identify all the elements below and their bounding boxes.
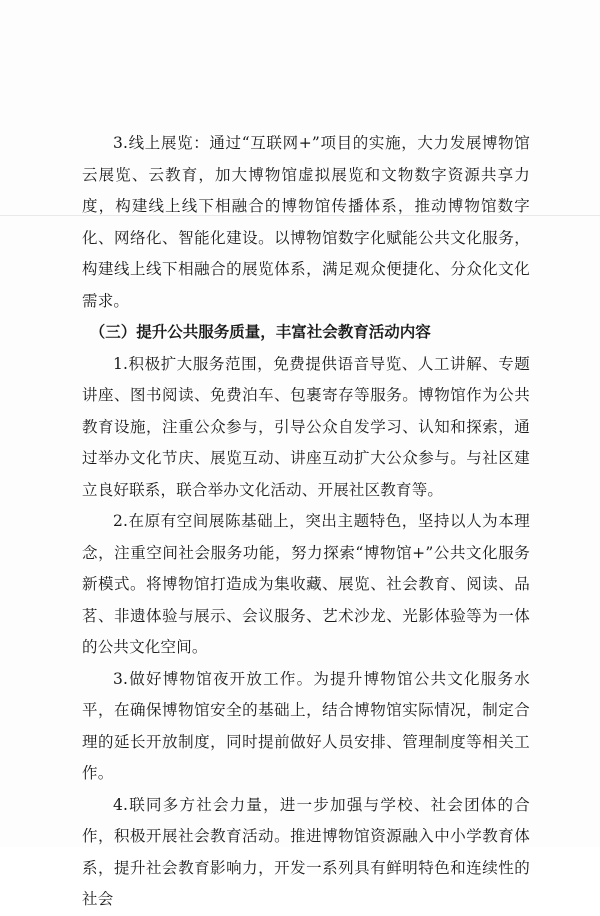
section-heading-public-service: （三）提升公共服务质量，丰富社会教育活动内容: [89, 323, 431, 341]
document-body: [82, 128, 530, 916]
paragraph-online-exhibition: 3.线上展览：通过“互联网+”项目的实施，大力发展博物馆云展览、云教育，加大博物馆虚拟展览和文物数字资源共享力度，构建线上线下相融合的博物馆传播体系，推动博物馆数字化、网络化、智能化建设。以博物馆数字化赋能公共文化服务，构建线上线下相融合的展览体系，满足观众便捷化、分众化文化需求。: [82, 134, 530, 310]
paragraph-space-exhibition: 2.在原有空间展陈基础上，突出主题特色，坚持以人为本理念，注重空间社会服务功能，努力探索“博物馆+”公共文化服务新模式。将博物馆打造成为集收藏、展览、社会教育、阅读、品茗、非遗体验与展示、会议服务、艺术沙龙、光影体验等为一体的公共文化空间。: [82, 512, 530, 656]
paragraph-night-opening: 3.做好博物馆夜开放工作。为提升博物馆公共文化服务水平，在确保博物馆安全的基础上，结合博物馆实际情况，制定合理的延长开放制度，同时提前做好人员安排、管理制度等相关工作。: [82, 669, 530, 782]
paragraph-social-cooperation: 4.联同多方社会力量，进一步加强与学校、社会团体的合作，积极开展社会教育活动。推进博物馆资源融入中小学教育体系，提升社会教育影响力，开发一系列具有鲜明特色和连续性的社会: [82, 795, 530, 908]
paragraph-service-scope: 1.积极扩大服务范围，免费提供语音导览、人工讲解、专题讲座、图书阅读、免费泊车、包裹寄存等服务。博物馆作为公共教育设施，注重公众参与，引导公众自发学习、认知和探索，通过举办文化节庆、展览互动、讲座互动扩大公众参与。与社区建立良好联系，联合举办文化活动、开展社区教育等。: [82, 354, 530, 499]
